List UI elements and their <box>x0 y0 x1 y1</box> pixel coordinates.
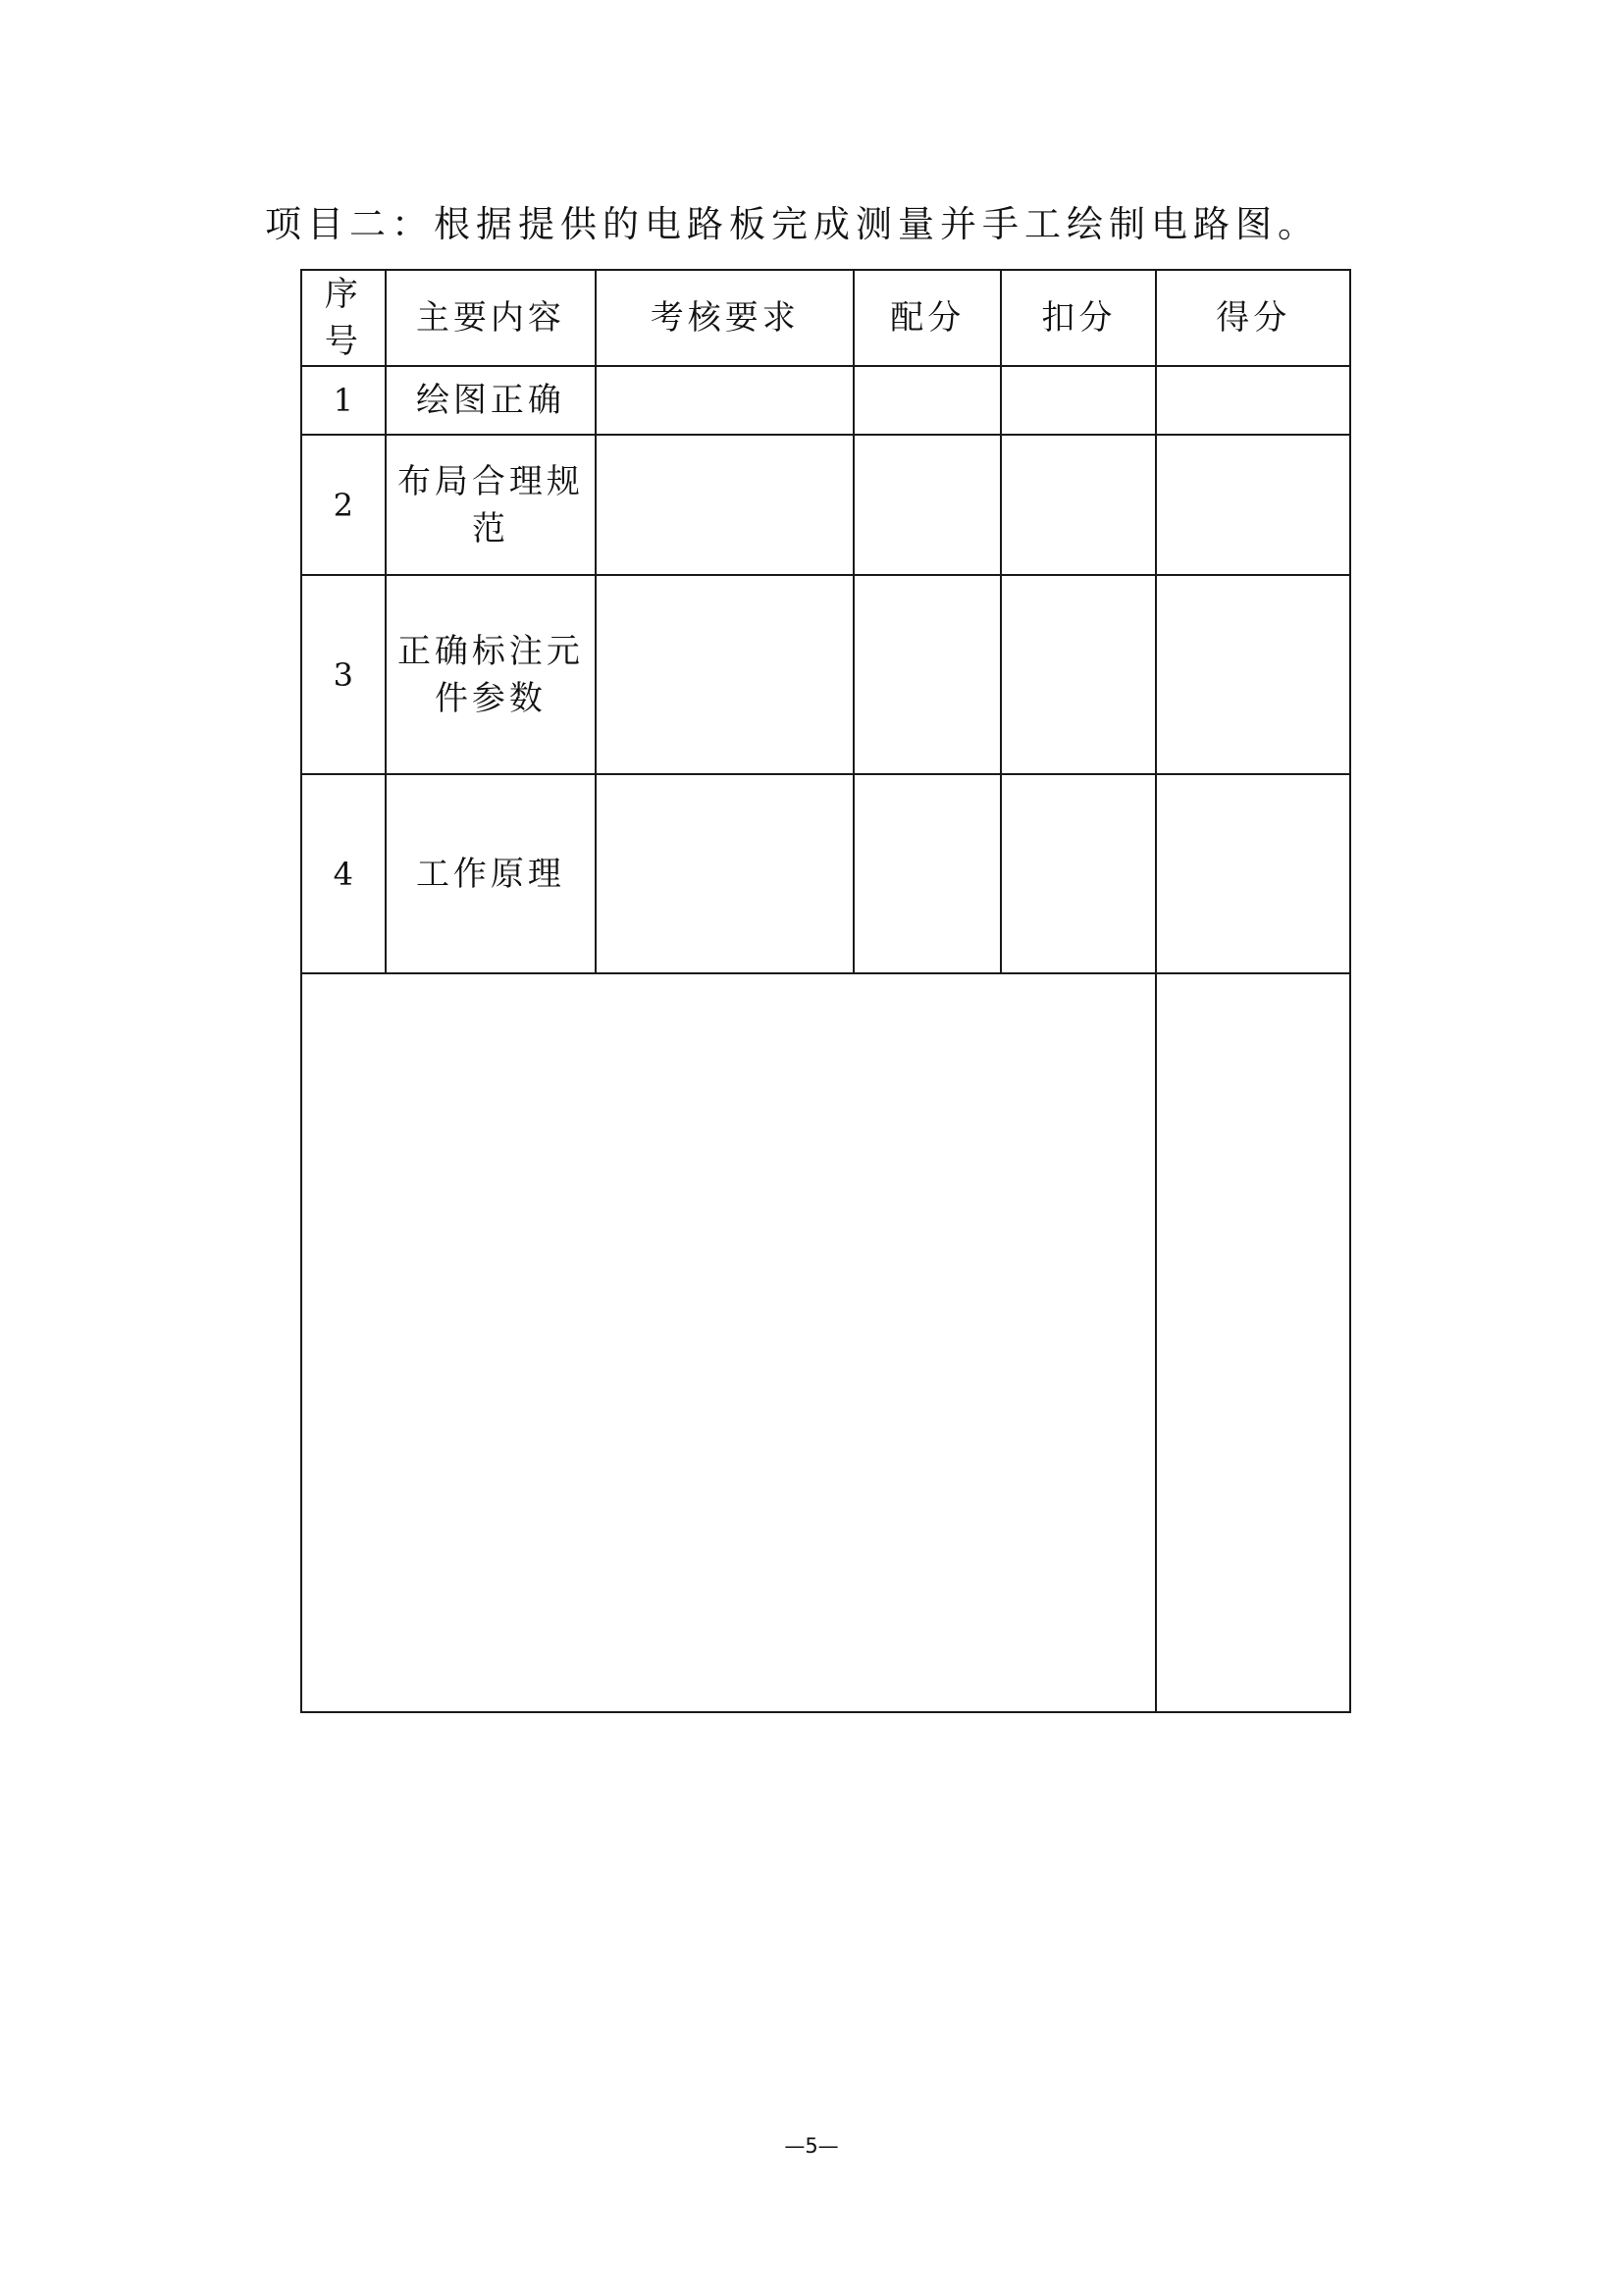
row-score-cell[interactable] <box>1156 575 1350 774</box>
page-title: 项目二：根据提供的电路板完成测量并手工绘制电路图。 <box>265 203 1320 245</box>
table-row <box>301 435 1350 575</box>
row-deduction-cell[interactable] <box>1001 435 1156 575</box>
row-requirement-cell[interactable] <box>596 435 854 575</box>
header-points-allotted: 配分 <box>854 270 1001 366</box>
table-row <box>301 575 1350 774</box>
row-deduction-cell[interactable] <box>1001 366 1156 435</box>
row-score-cell[interactable] <box>1156 435 1350 575</box>
row-number: 3 <box>301 575 386 774</box>
row-requirement-cell[interactable] <box>596 366 854 435</box>
row-score-cell[interactable] <box>1156 774 1350 973</box>
header-serial-number: 序号 <box>301 270 386 366</box>
header-score: 得分 <box>1156 270 1350 366</box>
row-points-cell[interactable] <box>854 366 1001 435</box>
table-row <box>301 366 1350 435</box>
header-main-content: 主要内容 <box>386 270 597 366</box>
row-content: 正确标注元件参数 <box>386 575 597 774</box>
table-row <box>301 774 1350 973</box>
row-deduction-cell[interactable] <box>1001 575 1156 774</box>
row-content: 工作原理 <box>386 774 597 973</box>
drawing-score-cell[interactable] <box>1156 973 1350 1712</box>
scoring-table <box>300 269 1351 1713</box>
row-number: 4 <box>301 774 386 973</box>
row-points-cell[interactable] <box>854 435 1001 575</box>
table-header-row <box>301 270 1350 366</box>
drawing-row <box>301 973 1350 1712</box>
header-assessment-requirements: 考核要求 <box>596 270 854 366</box>
row-deduction-cell[interactable] <box>1001 774 1156 973</box>
row-content: 绘图正确 <box>386 366 597 435</box>
row-points-cell[interactable] <box>854 774 1001 973</box>
row-score-cell[interactable] <box>1156 366 1350 435</box>
row-requirement-cell[interactable] <box>596 774 854 973</box>
circuit-drawing-area[interactable] <box>301 973 1156 1712</box>
row-content: 布局合理规范 <box>386 435 597 575</box>
row-requirement-cell[interactable] <box>596 575 854 774</box>
row-number: 2 <box>301 435 386 575</box>
page-number: —5— <box>784 2134 839 2158</box>
header-points-deducted: 扣分 <box>1001 270 1156 366</box>
row-points-cell[interactable] <box>854 575 1001 774</box>
row-number: 1 <box>301 366 386 435</box>
